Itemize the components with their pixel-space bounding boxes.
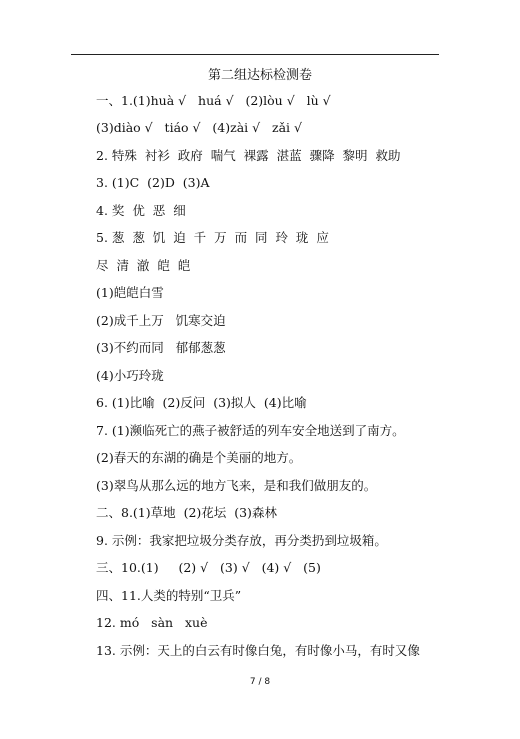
answer-line-5: 4. 奖 优 恶 细 (96, 203, 186, 218)
answer-line-17: 9. 示例：我家把垃圾分类存放，再分类扔到垃圾箱。 (96, 533, 387, 548)
answer-line-9: (2)成千上万 饥寒交迫 (96, 313, 226, 328)
header-rule (71, 54, 439, 55)
answer-line-11: (4)小巧玲珑 (96, 368, 164, 383)
answer-line-20: 12. mó sàn xuè (96, 615, 208, 630)
page-title: 第二组达标检测卷 (207, 68, 312, 83)
answer-line-12: 6. (1)比喻 (2)反问 (3)拟人 (4)比喻 (96, 395, 307, 410)
answer-line-21: 13. 示例：天上的白云有时像白兔，有时像小马，有时又像 (96, 643, 420, 658)
answer-line-4: 3. (1)C (2)D (3)A (96, 175, 210, 190)
answer-line-14: (2)春天的东湖的确是个美丽的地方。 (96, 450, 302, 465)
answer-line-7: 尽 清 澈 皑 皑 (96, 258, 191, 273)
answer-line-1: 一、1.(1)huà √ huá √ (2)lòu √ lù √ (96, 93, 331, 108)
page-number: 7 / 8 (249, 677, 271, 687)
answer-line-18: 三、10.(1) (2) √ (3) √ (4) √ (5) (96, 560, 321, 575)
answer-line-19: 四、11.人类的特别“卫兵” (96, 588, 242, 603)
answer-line-2: (3)diào √ tiáo √ (4)zài √ zǎi √ (96, 120, 302, 135)
answer-line-16: 二、8.(1)草地 (2)花坛 (3)森林 (96, 505, 277, 520)
answer-line-15: (3)翠鸟从那么远的地方飞来，是和我们做朋友的。 (96, 478, 377, 493)
answer-line-6: 5. 葱 葱 饥 迫 千 万 而 同 玲 珑 应 (96, 230, 329, 245)
answer-line-3: 2. 特殊 衬衫 政府 喘气 裸露 湛蓝 骤降 黎明 救助 (96, 148, 401, 163)
answer-line-10: (3)不约而同 郁郁葱葱 (96, 340, 226, 355)
answer-line-13: 7. (1)濒临死亡的燕子被舒适的列车安全地送到了南方。 (96, 423, 405, 438)
answer-line-8: (1)皑皑白雪 (96, 285, 164, 300)
